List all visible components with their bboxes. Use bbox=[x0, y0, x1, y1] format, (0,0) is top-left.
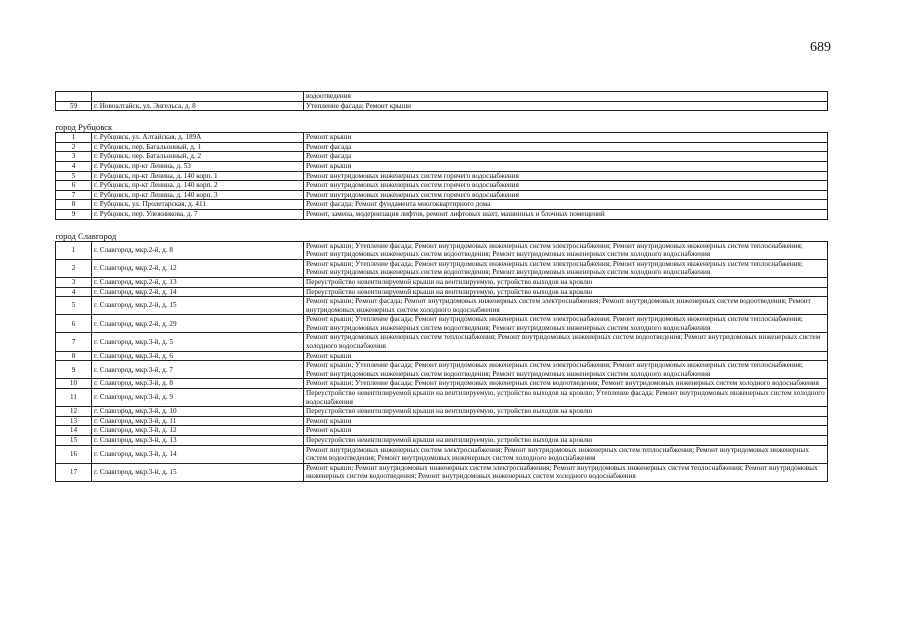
works-cell: Ремонт внутридомовых инженерных систем электроснабжения; Ремонт внутридомовых инженерных систем теплоснабжения; Ремонт внутридомовых инженерных систем водоотведения; Ремонт внутридомовых инженерных систем холодного водоснабжения bbox=[304, 445, 828, 463]
works-cell: Ремонт крыши; Утепление фасада; Ремонт внутридомовых инженерных систем электроснабжения; Ремонт внутридомовых инженерных систем теплоснабжения; Ремонт внутридомовых инженерных систем водоотведения; Ремонт внутридомовых инженерных систем холодного водоснабжения bbox=[304, 361, 828, 379]
row-number-cell: 2 bbox=[56, 259, 92, 277]
works-cell: Ремонт фасада bbox=[304, 152, 828, 162]
works-cell: Ремонт фасада bbox=[304, 142, 828, 152]
table-row bbox=[56, 333, 828, 351]
address-cell: г. Рубцовск, пер. Батальонный, д. 1 bbox=[92, 142, 304, 152]
address-cell: г. Славгород, мкр.2-й, д. 29 bbox=[92, 315, 304, 333]
table-row bbox=[56, 426, 828, 436]
address-cell: г. Рубцовск, пр-кт Ленина, д. 53 bbox=[92, 161, 304, 171]
works-cell: водоотведения bbox=[304, 92, 828, 102]
spacer-cell bbox=[56, 219, 828, 231]
table-row bbox=[56, 351, 828, 361]
address-cell: г. Рубцовск, пер. Улежникова, д. 7 bbox=[92, 209, 304, 219]
table-row bbox=[56, 161, 828, 171]
table-row bbox=[56, 297, 828, 315]
row-number-cell bbox=[56, 92, 92, 102]
table-row bbox=[56, 133, 828, 143]
section-spacer bbox=[56, 111, 828, 123]
works-cell: Ремонт внутридомовых инженерных систем горячего водоснабжения bbox=[304, 190, 828, 200]
works-cell: Ремонт крыши; Утепление фасада; Ремонт внутридомовых инженерных систем электроснабжения; Ремонт внутридомовых инженерных систем теплоснабжения; Ремонт внутридомовых инженерных систем водоотведения; Ремонт внутридомовых инженерных систем холодного водоснабжения bbox=[304, 241, 828, 259]
address-cell: г. Славгород, мкр.3-й, д. 6 bbox=[92, 351, 304, 361]
table-row bbox=[56, 463, 828, 481]
row-number-cell: 9 bbox=[56, 209, 92, 219]
address-cell: г. Славгород, мкр.2-й, д. 8 bbox=[92, 241, 304, 259]
table-row bbox=[56, 241, 828, 259]
continuation-row bbox=[56, 92, 828, 102]
works-cell: Ремонт крыши; Ремонт фасада; Ремонт внутридомовых инженерных систем электроснабжения; Ремонт внутридомовых инженерных систем водоотведения; Ремонт внутридомовых инженерных систем холодного водоснабжения bbox=[304, 297, 828, 315]
works-cell: Ремонт крыши; Ремонт внутридомовых инженерных систем электроснабжения; Ремонт внутридомовых инженерных систем теплоснабжения; Ремонт внутридомовых инженерных систем водоотведения; Ремонт внутридомовых инженерных систем холодного водоснабжения bbox=[304, 463, 828, 481]
row-number-cell: 8 bbox=[56, 200, 92, 210]
address-cell: г. Славгород, мкр.3-й, д. 15 bbox=[92, 463, 304, 481]
works-cell: Ремонт крыши bbox=[304, 161, 828, 171]
city-heading-row bbox=[56, 231, 828, 242]
works-cell: Ремонт внутридомовых инженерных систем горячего водоснабжения bbox=[304, 181, 828, 191]
address-cell: г. Славгород, мкр.3-й, д. 14 bbox=[92, 445, 304, 463]
row-number-cell: 16 bbox=[56, 445, 92, 463]
table-row bbox=[56, 436, 828, 446]
works-cell: Ремонт крыши bbox=[304, 133, 828, 143]
city-heading: город Славгород bbox=[55, 230, 117, 241]
table-row bbox=[56, 152, 828, 162]
works-cell: Ремонт внутридомовых инженерных систем горячего водоснабжения bbox=[304, 171, 828, 181]
address-cell: г. Славгород, мкр.3-й, д. 7 bbox=[92, 361, 304, 379]
row-number-cell: 11 bbox=[56, 389, 92, 407]
address-cell: г. Рубцовск, пр-кт Ленина, д. 140 корп. 1 bbox=[92, 171, 304, 181]
row-number-cell: 5 bbox=[56, 171, 92, 181]
table-row bbox=[56, 209, 828, 219]
city-heading-row bbox=[56, 122, 828, 133]
table-row bbox=[56, 190, 828, 200]
address-cell: г. Новоалтайск, ул. Энгельса, д. 8 bbox=[92, 101, 304, 111]
address-cell: г. Рубцовск, пер. Батальонный, д. 2 bbox=[92, 152, 304, 162]
works-cell: Ремонт, замена, модернизация лифтов, ремонт лифтовых шахт, машинных и блочных помещений bbox=[304, 209, 828, 219]
works-cell: Переустройство невентилируемой крыши на вентилируемую, устройство выходов на кровлю bbox=[304, 287, 828, 297]
row-number-cell: 10 bbox=[56, 379, 92, 389]
row-number-cell: 7 bbox=[56, 333, 92, 351]
city-heading: город Рубцовск bbox=[55, 122, 113, 133]
table-row bbox=[56, 171, 828, 181]
row-number-cell: 4 bbox=[56, 287, 92, 297]
row-number-cell: 14 bbox=[56, 426, 92, 436]
table-row bbox=[56, 361, 828, 379]
section-spacer bbox=[56, 219, 828, 231]
works-cell: Переустройство невентилируемой крыши на вентилируемую, устройство выходов на кровлю bbox=[304, 407, 828, 417]
address-cell: г. Славгород, мкр.3-й, д. 8 bbox=[92, 379, 304, 389]
table-row bbox=[56, 200, 828, 210]
table-row bbox=[56, 259, 828, 277]
row-number-cell: 13 bbox=[56, 416, 92, 426]
table-row bbox=[56, 389, 828, 407]
spacer-cell bbox=[56, 111, 828, 123]
row-number-cell: 7 bbox=[56, 190, 92, 200]
address-cell: г. Славгород, мкр.3-й, д. 10 bbox=[92, 407, 304, 417]
works-cell: Ремонт крыши; Утепление фасада; Ремонт внутридомовых инженерных систем водоотведения; Ремонт внутридомовых инженерных систем холодного водоснабжения bbox=[304, 379, 828, 389]
row-number-cell: 8 bbox=[56, 351, 92, 361]
works-cell: Переустройство невентилируемой крыши на вентилируемую, устройство выходов на кровлю bbox=[304, 277, 828, 287]
address-cell: г. Славгород, мкр.3-й, д. 9 bbox=[92, 389, 304, 407]
table-row bbox=[56, 445, 828, 463]
row-number-cell: 59 bbox=[56, 101, 92, 111]
address-cell bbox=[92, 92, 304, 102]
works-cell: Переустройство невентилируемой крыши на вентилируемую, устройство выходов на кровлю; Утепление фасада; Ремонт внутридомовых инженерных систем холодного водоснабжения bbox=[304, 389, 828, 407]
address-cell: г. Славгород, мкр.3-й, д. 12 bbox=[92, 426, 304, 436]
row-number-cell: 15 bbox=[56, 436, 92, 446]
table-row bbox=[56, 407, 828, 417]
address-cell: г. Славгород, мкр.2-й, д. 12 bbox=[92, 259, 304, 277]
row-number-cell: 1 bbox=[56, 241, 92, 259]
address-cell: г. Славгород, мкр.2-й, д. 13 bbox=[92, 277, 304, 287]
address-cell: г. Славгород, мкр.3-й, д. 13 bbox=[92, 436, 304, 446]
works-cell: Ремонт крыши; Утепление фасада; Ремонт внутридомовых инженерных систем электроснабжения; Ремонт внутридомовых инженерных систем теплоснабжения; Ремонт внутридомовых инженерных систем водоотведения; Ремонт внутридомовых инженерных систем холодного водоснабжения bbox=[304, 259, 828, 277]
table-row bbox=[56, 101, 828, 111]
works-cell: Переустройство невентилируемой крыши на вентилируемую, устройство выходов на кровлю bbox=[304, 436, 828, 446]
address-cell: г. Славгород, мкр.3-й, д. 11 bbox=[92, 416, 304, 426]
row-number-cell: 6 bbox=[56, 315, 92, 333]
works-cell: Ремонт внутридомовых инженерных систем теплоснабжения; Ремонт внутридомовых инженерных систем водоотведения; Ремонт внутридомовых инженерных систем холодного водоснабжения bbox=[304, 333, 828, 351]
table-row bbox=[56, 315, 828, 333]
address-cell: г. Рубцовск, пр-кт Ленина, д. 140 корп. 3 bbox=[92, 190, 304, 200]
row-number-cell: 12 bbox=[56, 407, 92, 417]
row-number-cell: 6 bbox=[56, 181, 92, 191]
row-number-cell: 9 bbox=[56, 361, 92, 379]
repair-works-table bbox=[55, 91, 828, 482]
works-cell: Ремонт фасада; Ремонт фундамента многоквартирного дома bbox=[304, 200, 828, 210]
address-cell: г. Рубцовск, пр-кт Ленина, д. 140 корп. 2 bbox=[92, 181, 304, 191]
address-cell: г. Славгород, мкр.2-й, д. 14 bbox=[92, 287, 304, 297]
table-row bbox=[56, 287, 828, 297]
table-row bbox=[56, 142, 828, 152]
table-row bbox=[56, 181, 828, 191]
row-number-cell: 3 bbox=[56, 152, 92, 162]
address-cell: г. Славгород, мкр.2-й, д. 15 bbox=[92, 297, 304, 315]
row-number-cell: 1 bbox=[56, 133, 92, 143]
address-cell: г. Рубцовск, ул. Пролетарская, д. 411 bbox=[92, 200, 304, 210]
works-cell: Ремонт крыши bbox=[304, 426, 828, 436]
address-cell: г. Славгород, мкр.3-й, д. 5 bbox=[92, 333, 304, 351]
row-number-cell: 5 bbox=[56, 297, 92, 315]
works-cell: Ремонт крыши; Утепление фасада; Ремонт внутридомовых инженерных систем электроснабжения; Ремонт внутридомовых инженерных систем теплоснабжения; Ремонт внутридомовых инженерных систем водоотведения; Ремонт внутридомовых инженерных систем холодного водоснабжения bbox=[304, 315, 828, 333]
page-number: 689 bbox=[810, 40, 831, 55]
table-row bbox=[56, 379, 828, 389]
row-number-cell: 3 bbox=[56, 277, 92, 287]
address-cell: г. Рубцовск, ул. Алтайская, д. 189А bbox=[92, 133, 304, 143]
works-cell: Ремонт крыши bbox=[304, 416, 828, 426]
table-row bbox=[56, 277, 828, 287]
row-number-cell: 17 bbox=[56, 463, 92, 481]
row-number-cell: 4 bbox=[56, 161, 92, 171]
works-cell: Ремонт крыши bbox=[304, 351, 828, 361]
table-body bbox=[56, 92, 828, 482]
table-row bbox=[56, 416, 828, 426]
row-number-cell: 2 bbox=[56, 142, 92, 152]
document-body bbox=[55, 91, 827, 482]
works-cell: Утепление фасада; Ремонт крыши bbox=[304, 101, 828, 111]
